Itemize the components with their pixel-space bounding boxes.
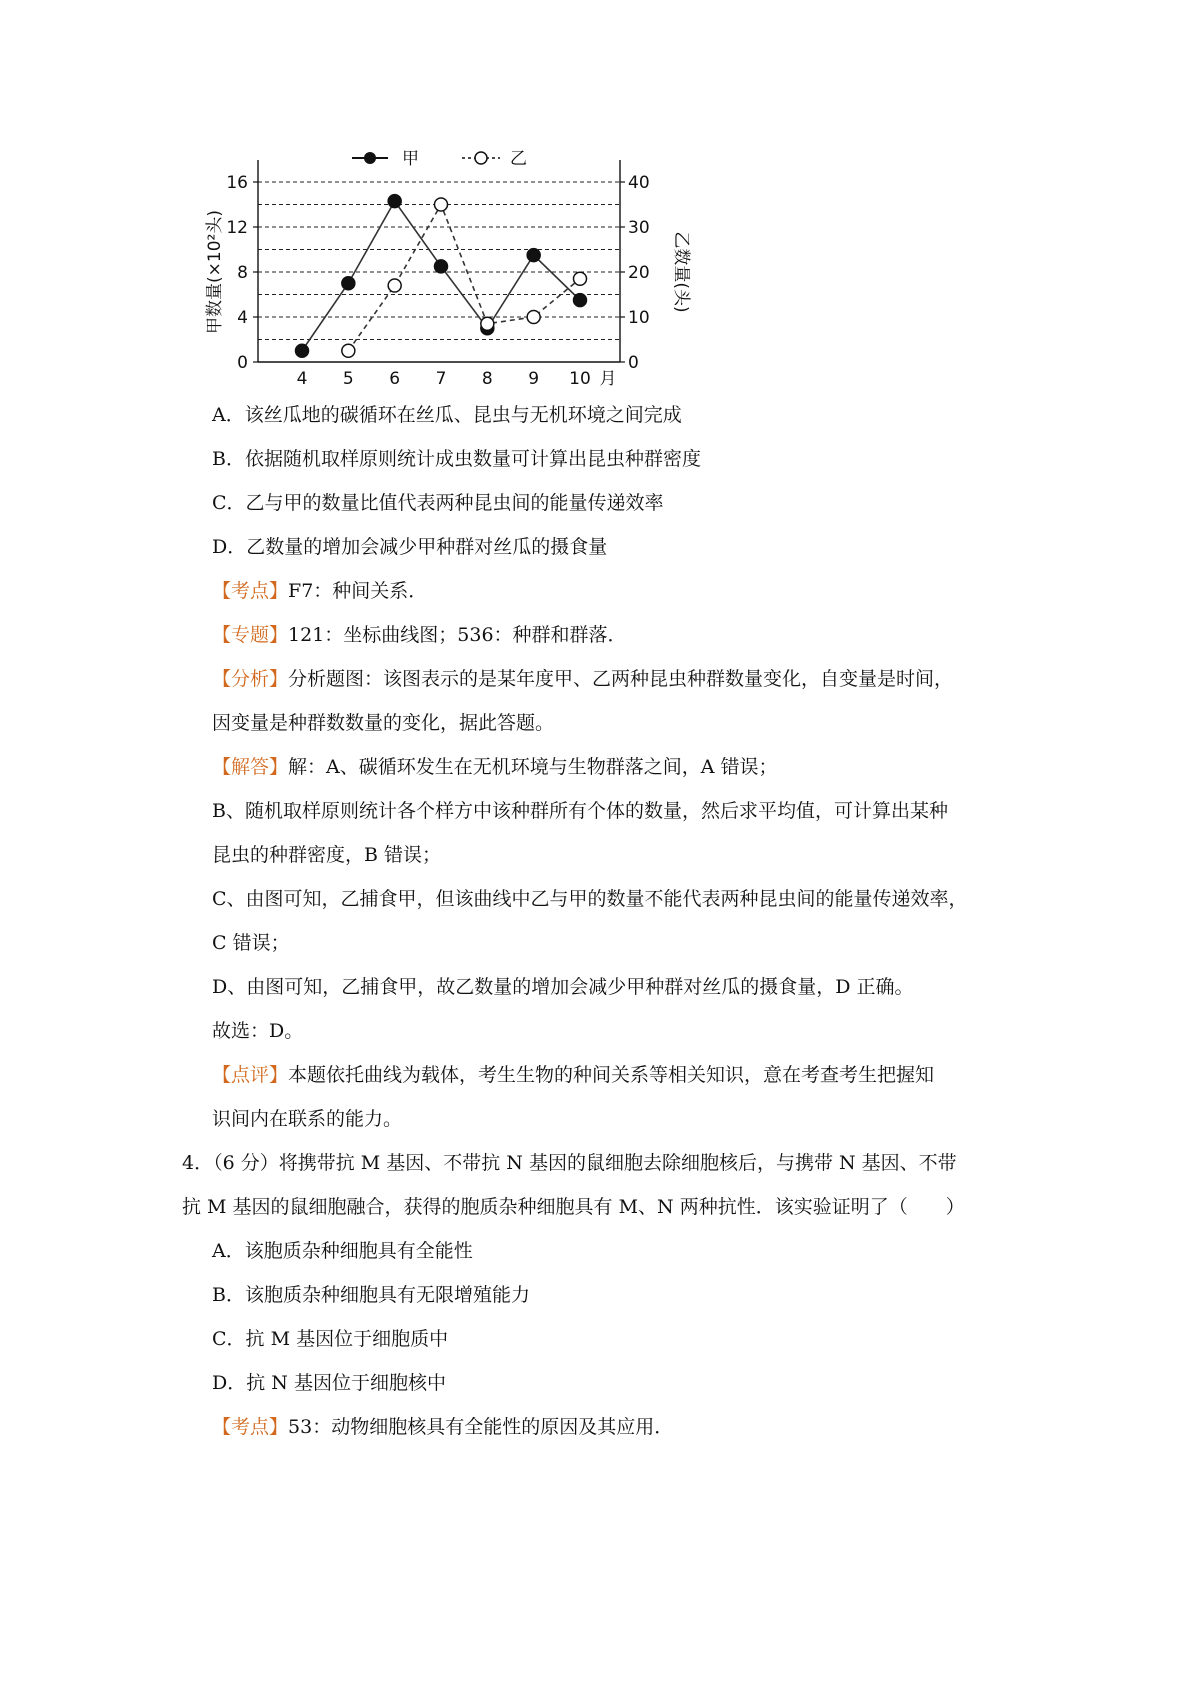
line-text: D．抗 N 基因位于细胞核中 <box>212 1372 446 1394</box>
line-text: 故选：D。 <box>212 1020 304 1042</box>
data-point-yi <box>481 317 494 330</box>
data-point-jia <box>342 277 355 290</box>
section-tag: 【考点】 <box>212 580 289 602</box>
text-line <box>212 1016 303 1046</box>
text-line <box>212 1368 446 1398</box>
chart-labels <box>205 149 691 389</box>
data-point-jia <box>574 294 587 307</box>
line-text: D、由图可知，乙捕食甲，故乙数量的增加会减少甲种群对丝瓜的摄食量，D 正确。 <box>212 976 914 998</box>
data-point-yi <box>574 272 587 285</box>
text-line <box>212 796 948 826</box>
section-tag: 【解答】 <box>212 756 289 778</box>
text-line <box>212 664 953 694</box>
x-tick-label: 10 <box>569 369 591 389</box>
right-tick-label: 20 <box>628 263 650 283</box>
line-text: C 错误； <box>212 932 290 954</box>
text-line <box>212 576 427 606</box>
text-line <box>182 1148 957 1178</box>
right-tick-label: 0 <box>628 353 639 373</box>
population-line-chart <box>205 149 730 420</box>
line-text: 本题依托曲线为载体，考生生物的种间关系等相关知识，意在考查考生把握知 <box>288 1064 935 1086</box>
text-line <box>212 488 664 518</box>
line-text: 因变量是种群数数量的变化，据此答题。 <box>212 712 555 734</box>
right-tick-label: 30 <box>628 218 650 238</box>
legend-label-yi: 乙 <box>510 149 527 169</box>
text-line <box>212 1236 473 1266</box>
line-text: C、由图可知，乙捕食甲，但该曲线中乙与甲的数量不能代表两种昆虫间的能量传递效率， <box>212 888 968 910</box>
line-text: C．乙与甲的数量比值代表两种昆虫间的能量传递效率 <box>212 492 664 514</box>
legend-label-jia: 甲 <box>402 149 419 169</box>
series-line-jia <box>302 201 580 351</box>
x-tick-label: 9 <box>528 369 540 389</box>
data-point-yi <box>388 279 401 292</box>
x-tick-label: 5 <box>342 369 354 389</box>
text-line <box>212 972 914 1002</box>
left-tick-label: 4 <box>237 308 248 328</box>
line-text: D．乙数量的增加会减少甲种群对丝瓜的摄食量 <box>212 536 608 558</box>
line-text: A．该丝瓜地的碳循环在丝瓜、昆虫与无机环境之间完成 <box>212 404 682 426</box>
series-line-yi <box>348 205 580 351</box>
x-unit-label: 月 <box>599 369 617 389</box>
text-line <box>212 1060 934 1090</box>
right-tick-label: 40 <box>628 173 650 193</box>
data-point-yi <box>435 198 448 211</box>
text-line <box>212 884 968 914</box>
data-point-yi <box>342 344 355 357</box>
text-line <box>182 1192 965 1222</box>
x-tick-label: 4 <box>296 369 308 389</box>
line-text: B、随机取样原则统计各个样方中该种群所有个体的数量，然后求平均值，可计算出某种 <box>212 800 948 822</box>
line-text: 121：坐标曲线图；536：种群和群落． <box>288 624 627 646</box>
text-line <box>212 840 441 870</box>
text-line <box>212 928 290 958</box>
data-point-yi <box>527 311 540 324</box>
line-text: 解：A、碳循环发生在无机环境与生物群落之间，A 错误； <box>288 756 778 778</box>
text-line <box>212 1104 402 1134</box>
line-text: B．该胞质杂种细胞具有无限增殖能力 <box>212 1284 530 1306</box>
line-text: B．依据随机取样原则统计成虫数量可计算出昆虫种群密度 <box>212 448 701 470</box>
chart-series <box>296 195 587 358</box>
line-text: 53：动物细胞核具有全能性的原因及其应用． <box>288 1416 674 1438</box>
line-text: 4．（6 分）将携带抗 M 基因、不带抗 N 基因的鼠细胞去除细胞核后，与携带 N 基因、不带 <box>182 1152 957 1174</box>
line-text: 昆虫的种群密度，B 错误； <box>212 844 442 866</box>
section-tag: 【专题】 <box>212 624 289 646</box>
line-text: 识间内在联系的能力。 <box>212 1108 403 1130</box>
section-tag: 【考点】 <box>212 1416 289 1438</box>
text-line <box>212 708 554 738</box>
line-text: C．抗 M 基因位于细胞质中 <box>212 1328 449 1350</box>
left-tick-label: 0 <box>237 353 248 373</box>
right-tick-label: 10 <box>628 308 650 328</box>
legend-marker-jia <box>364 152 376 164</box>
y-right-axis-label: 乙数量(头) <box>671 231 691 313</box>
data-point-jia <box>435 260 448 273</box>
text-line <box>212 400 682 430</box>
y-left-axis-label: 甲数量(×10²头) <box>205 210 225 334</box>
left-tick-label: 16 <box>226 173 248 193</box>
text-line <box>212 1412 673 1442</box>
line-text: 分析题图：该图表示的是某年度甲、乙两种昆虫种群数量变化，自变量是时间， <box>288 668 954 690</box>
section-tag: 【分析】 <box>212 668 289 690</box>
x-tick-label: 6 <box>389 369 401 389</box>
text-line <box>212 1324 448 1354</box>
line-text: A．该胞质杂种细胞具有全能性 <box>212 1240 473 1262</box>
data-point-jia <box>296 344 309 357</box>
text-line <box>212 444 701 474</box>
legend-marker-yi <box>475 152 487 164</box>
left-tick-label: 12 <box>226 218 248 238</box>
text-line <box>212 620 627 650</box>
text-line <box>212 1280 530 1310</box>
data-point-jia <box>527 249 540 262</box>
x-tick-label: 7 <box>435 369 447 389</box>
section-tag: 【点评】 <box>212 1064 289 1086</box>
line-text: 抗 M 基因的鼠细胞融合，获得的胞质杂种细胞具有 M、N 两种抗性．该实验证明了（ ） <box>182 1196 965 1218</box>
data-point-jia <box>388 195 401 208</box>
line-text: F7：种间关系． <box>288 580 428 602</box>
x-tick-label: 8 <box>481 369 493 389</box>
text-line <box>212 532 607 562</box>
text-line <box>212 752 778 782</box>
left-tick-label: 8 <box>237 263 248 283</box>
